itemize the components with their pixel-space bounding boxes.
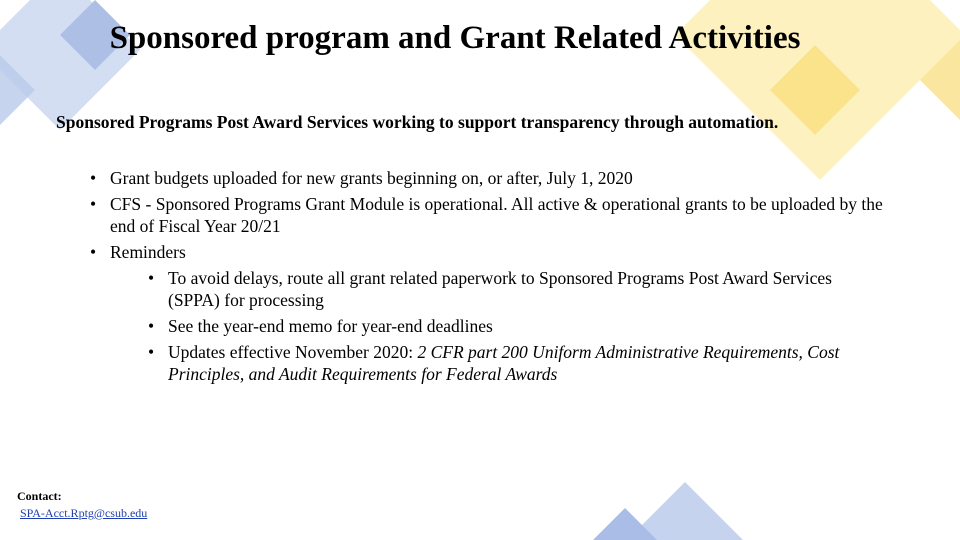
update-regulation: 2 CFR part 200 Uniform Administrative Requirements, Cost Principles, and Audit Requirements for Federal Awards [168, 342, 840, 384]
contact-block [17, 488, 147, 522]
sub-bullet-item [146, 267, 888, 311]
sub-bullet-item [146, 315, 888, 337]
sub-bullet-text: To avoid delays, route all grant related paperwork to Sponsored Programs Post Award Services (SPPA) for processing [168, 268, 832, 310]
sub-bullet-item [146, 341, 888, 385]
sub-bullet-text: See the year-end memo for year-end deadlines [168, 316, 493, 336]
bullet-text: CFS - Sponsored Programs Grant Module is operational. All active & operational grants to be uploaded by the end of Fiscal Year 20/21 [110, 194, 883, 236]
bullet-item [88, 167, 888, 189]
update-prefix: Updates effective November 2020: [168, 342, 418, 362]
reminders-list [110, 267, 888, 385]
contact-email-link[interactable]: SPA-Acct.Rptg@csub.edu [20, 506, 148, 520]
bullet-list [88, 167, 888, 389]
bullet-text: Reminders [110, 242, 186, 262]
bullet-text: Grant budgets uploaded for new grants beginning on, or after, July 1, 2020 [110, 168, 633, 188]
bullet-item [88, 241, 888, 385]
bullet-item [88, 193, 888, 237]
subtitle: Sponsored Programs Post Award Services working to support transparency through automation. [56, 112, 779, 132]
contact-label: Contact: [17, 489, 62, 503]
page-title: Sponsored program and Grant Related Activities [109, 20, 801, 56]
